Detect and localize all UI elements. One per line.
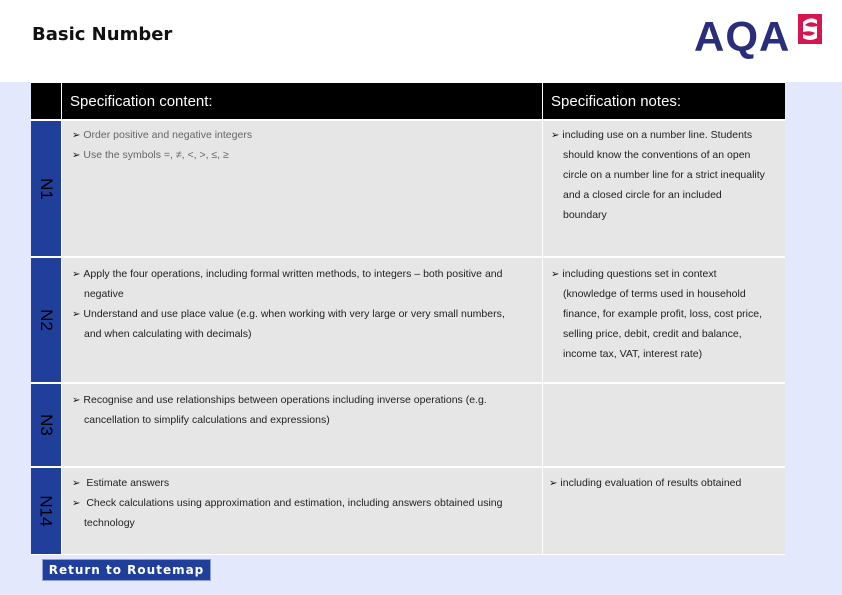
notes-line: circle on a number line for a strict inequality — [563, 169, 765, 181]
aqa-logo — [694, 14, 828, 60]
notes-line: ➢ including evaluation of results obtained — [549, 477, 742, 489]
row-code-label: N14 — [37, 495, 56, 527]
content-cell-n1 — [62, 121, 542, 256]
content-line: technology — [84, 517, 135, 529]
arrow-bullet-icon: ➢ — [551, 130, 560, 141]
aqa-logo-mark-icon — [798, 14, 822, 44]
row-code-n3 — [31, 384, 61, 466]
notes-line: and a closed circle for an included — [563, 189, 722, 201]
row-code-n2 — [31, 258, 61, 382]
content-cell-n14 — [62, 468, 542, 554]
notes-line: boundary — [563, 209, 607, 221]
notes-line: finance, for example profit, loss, cost price, — [563, 308, 763, 320]
content-line: ➢ Recognise and use relationships between operations including inverse operations (e.g. — [72, 394, 487, 406]
notes-line: ➢ including use on a number line. Students — [551, 129, 753, 141]
notes-line: selling price, debit, credit and balance, — [563, 328, 742, 340]
arrow-bullet-icon: ➢ — [72, 395, 81, 406]
header-notes — [543, 83, 785, 119]
arrow-bullet-icon: ➢ — [72, 498, 81, 509]
logo-text: AQA — [694, 13, 791, 60]
content-cell-n3 — [62, 384, 542, 466]
content-line: ➢ Use the symbols =, ≠, <, >, ≤, ≥ — [72, 149, 229, 161]
content-line: ➢ Understand and use place value (e.g. when working with very large or very small numbers, — [72, 308, 505, 320]
content-line: and when calculating with decimals) — [84, 328, 252, 340]
content-line: cancellation to simplify calculations and expressions) — [84, 414, 330, 426]
content-line: ➢ Order positive and negative integers — [72, 129, 253, 141]
row-code-label: N1 — [36, 177, 56, 200]
notes-cell-n1 — [543, 121, 785, 256]
arrow-bullet-icon: ➢ — [72, 130, 81, 141]
row-code-label: N2 — [36, 309, 56, 331]
notes-cell-n3 — [543, 384, 785, 466]
notes-line: should know the conventions of an open — [563, 149, 751, 161]
header-notes-label: Specification notes: — [551, 93, 682, 110]
header-corner — [31, 83, 61, 119]
content-line: ➢ Apply the four operations, including formal written methods, to integers – both positive and — [72, 268, 503, 280]
top-bar — [0, 0, 842, 82]
page-title: Basic Number — [32, 24, 173, 45]
content-line: negative — [84, 288, 124, 300]
notes-cell-n14 — [543, 468, 785, 554]
row-code-n14 — [31, 468, 61, 554]
return-to-routemap-button[interactable]: Return to Routemap — [42, 559, 211, 581]
arrow-bullet-icon: ➢ — [72, 269, 81, 280]
notes-line: income tax, VAT, interest rate) — [563, 348, 703, 360]
arrow-bullet-icon: ➢ — [72, 478, 81, 489]
row-code-label: N3 — [36, 414, 56, 436]
spec-table — [31, 82, 785, 555]
arrow-bullet-icon: ➢ — [72, 309, 81, 320]
arrow-bullet-icon: ➢ — [549, 478, 558, 489]
header-content — [62, 83, 542, 119]
content-line: ➢ Check calculations using approximation and estimation, including answers obtained using — [72, 497, 503, 509]
notes-line: (knowledge of terms used in household — [563, 288, 746, 300]
content-cell-n2 — [62, 258, 542, 382]
arrow-bullet-icon: ➢ — [72, 150, 81, 161]
notes-line: ➢ including questions set in context — [551, 268, 717, 280]
content-line: ➢ Estimate answers — [72, 477, 170, 489]
notes-cell-n2 — [543, 258, 785, 382]
arrow-bullet-icon: ➢ — [551, 269, 560, 280]
header-content-label: Specification content: — [70, 93, 213, 110]
row-code-n1 — [31, 121, 61, 256]
